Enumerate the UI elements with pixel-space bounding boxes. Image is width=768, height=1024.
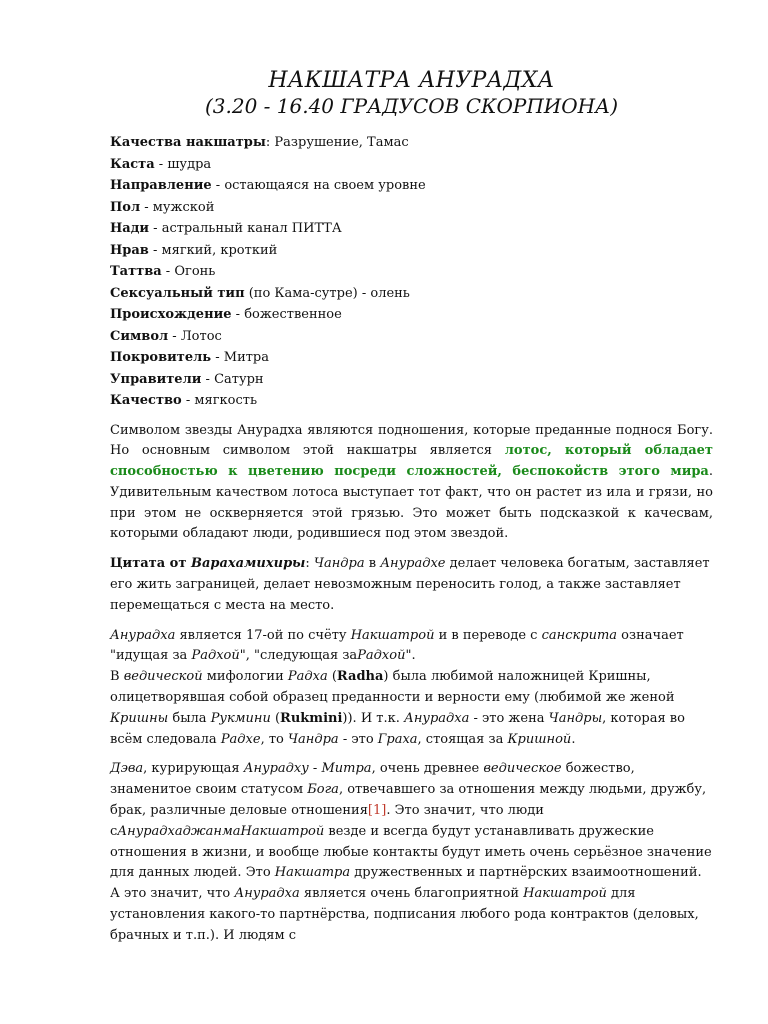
quote-author: Варахамихиры [190, 556, 306, 572]
property-label: Сексуальный тип [110, 285, 245, 301]
property-label: Нрав [110, 242, 149, 258]
property-value: божественное [244, 307, 342, 322]
property-row: Качества накшатры: Разрушение, Тамас [110, 135, 409, 150]
property-label: Качества накшатры [110, 135, 266, 150]
document-page [110, 68, 713, 947]
property-row: Происхождение - божественное [110, 307, 342, 322]
highlighted-text: лотос, который обладает способностью к цветению посреди сложностей, беспокойств этого мира [110, 443, 713, 480]
page-subtitle: (3.20 - 16.40 ГРАДУСОВ СКОРПИОНА) [204, 94, 619, 118]
property-label: Качество [110, 393, 182, 408]
paragraph-deva: Дэва, курирующая Анурадху - Митра, очень древнее ведическое божество, знаменитое своим статусом Бога, отвечавшего за отношения между людьми, дружбу, брак, различные деловые отношения[1]. Это значит, что люди сАнурадхаджанмаНакшатрой везде и всегда будут устанавливать дружеские отношения в жизни, и вообще любые контакты будут иметь очень серьёзное значение для данных людей. Это Накшатра дружественных и партнёрских взаимоотношений. А это значит, что Анурадха является очень благоприятной Накшатрой для установления какого-то партнёрства, подписания любого рода контрактов (деловых, брачных и т.п.). И людям с [110, 761, 712, 943]
property-label: Каста [110, 156, 155, 172]
property-label: Направление [110, 178, 212, 193]
property-value: мягкий, кроткий [161, 242, 278, 258]
property-value: Лотос [180, 328, 222, 344]
property-row [110, 283, 713, 305]
property-value: (по Кама-сутре) - олень [248, 285, 410, 301]
paragraph-quote: Цитата от Варахамихиры: Чандра в Анурадхе делает человека богатым, заставляет его жить заграницей, делает невозможным переносить голод, а также заставляет перемещаться с места на место. [110, 556, 710, 613]
property-row: Управители - Сатурн [110, 371, 264, 387]
property-value: Огонь [174, 264, 216, 279]
property-row: Нади - астральный канал ПИТТА [110, 221, 342, 236]
property-value: мужской [152, 199, 215, 215]
paragraph-symbol: Символом звезды Анурадха являются подношения, которые преданные поднося Богу. Но основным символом этой накшатры является лотос, который обладает способностью к цветению посреди сложностей, беспокойств этого мира. Удивительным качеством лотоса выступает тот факт, что он растет из ила и грязи, но при этом не оскверняется этой грязью. Это может быть подсказкой к качесвам, которыми обладают люди, родившиеся под этом звездой. [110, 422, 713, 542]
paragraph-mythology: В ведической мифологии Радха (Radha) была любимой наложницей Кришны, олицетворявшая собой образец преданности и верности ему (любимой же женой Кришны была Рукмини (Rukmini)). И т.к. Анурадха - это жена Чандры, которая во всём следовала Радхе, то Чандра - это Граха, стоящая за Кришной. [110, 669, 685, 747]
property-label: Покровитель [110, 350, 212, 365]
paragraph-meaning: Анурадха является 17-ой по счёту Накшатрой и в переводе с санскрита означает "идущая за Радхой", "следующая заРадхой". [110, 627, 684, 664]
property-value: Разрушение, Тамас [274, 135, 409, 150]
property-label: Символ [110, 328, 169, 344]
property-value: Митра [223, 350, 270, 365]
property-row: Качество - мягкость [110, 393, 258, 408]
property-row: Нрав - мягкий, кроткий [110, 242, 278, 258]
property-value: астральный канал ПИТТА [161, 221, 342, 236]
property-row: Символ - Лотос [110, 328, 222, 344]
property-value: Сатурн [214, 371, 264, 387]
property-row: Пол - мужской [110, 199, 215, 215]
property-label: Происхождение [110, 307, 232, 322]
property-label: Нади [110, 221, 150, 236]
property-label: Пол [110, 199, 141, 215]
footnote-link[interactable]: [1] [367, 803, 387, 819]
property-row: Направление - остающаяся на своем уровне [110, 178, 426, 193]
properties-list [110, 132, 713, 412]
property-label: Управители [110, 371, 202, 387]
property-value: остающаяся на своем уровне [224, 178, 426, 193]
property-label: Таттва [110, 264, 162, 279]
property-row: Таттва - Огонь [110, 264, 216, 279]
property-row: Покровитель - Митра [110, 350, 270, 365]
property-value: мягкость [194, 393, 258, 408]
property-value: шудра [167, 156, 212, 172]
property-row: Каста - шудра [110, 156, 212, 172]
page-title: НАКШАТРА АНУРАДХА [268, 68, 555, 93]
